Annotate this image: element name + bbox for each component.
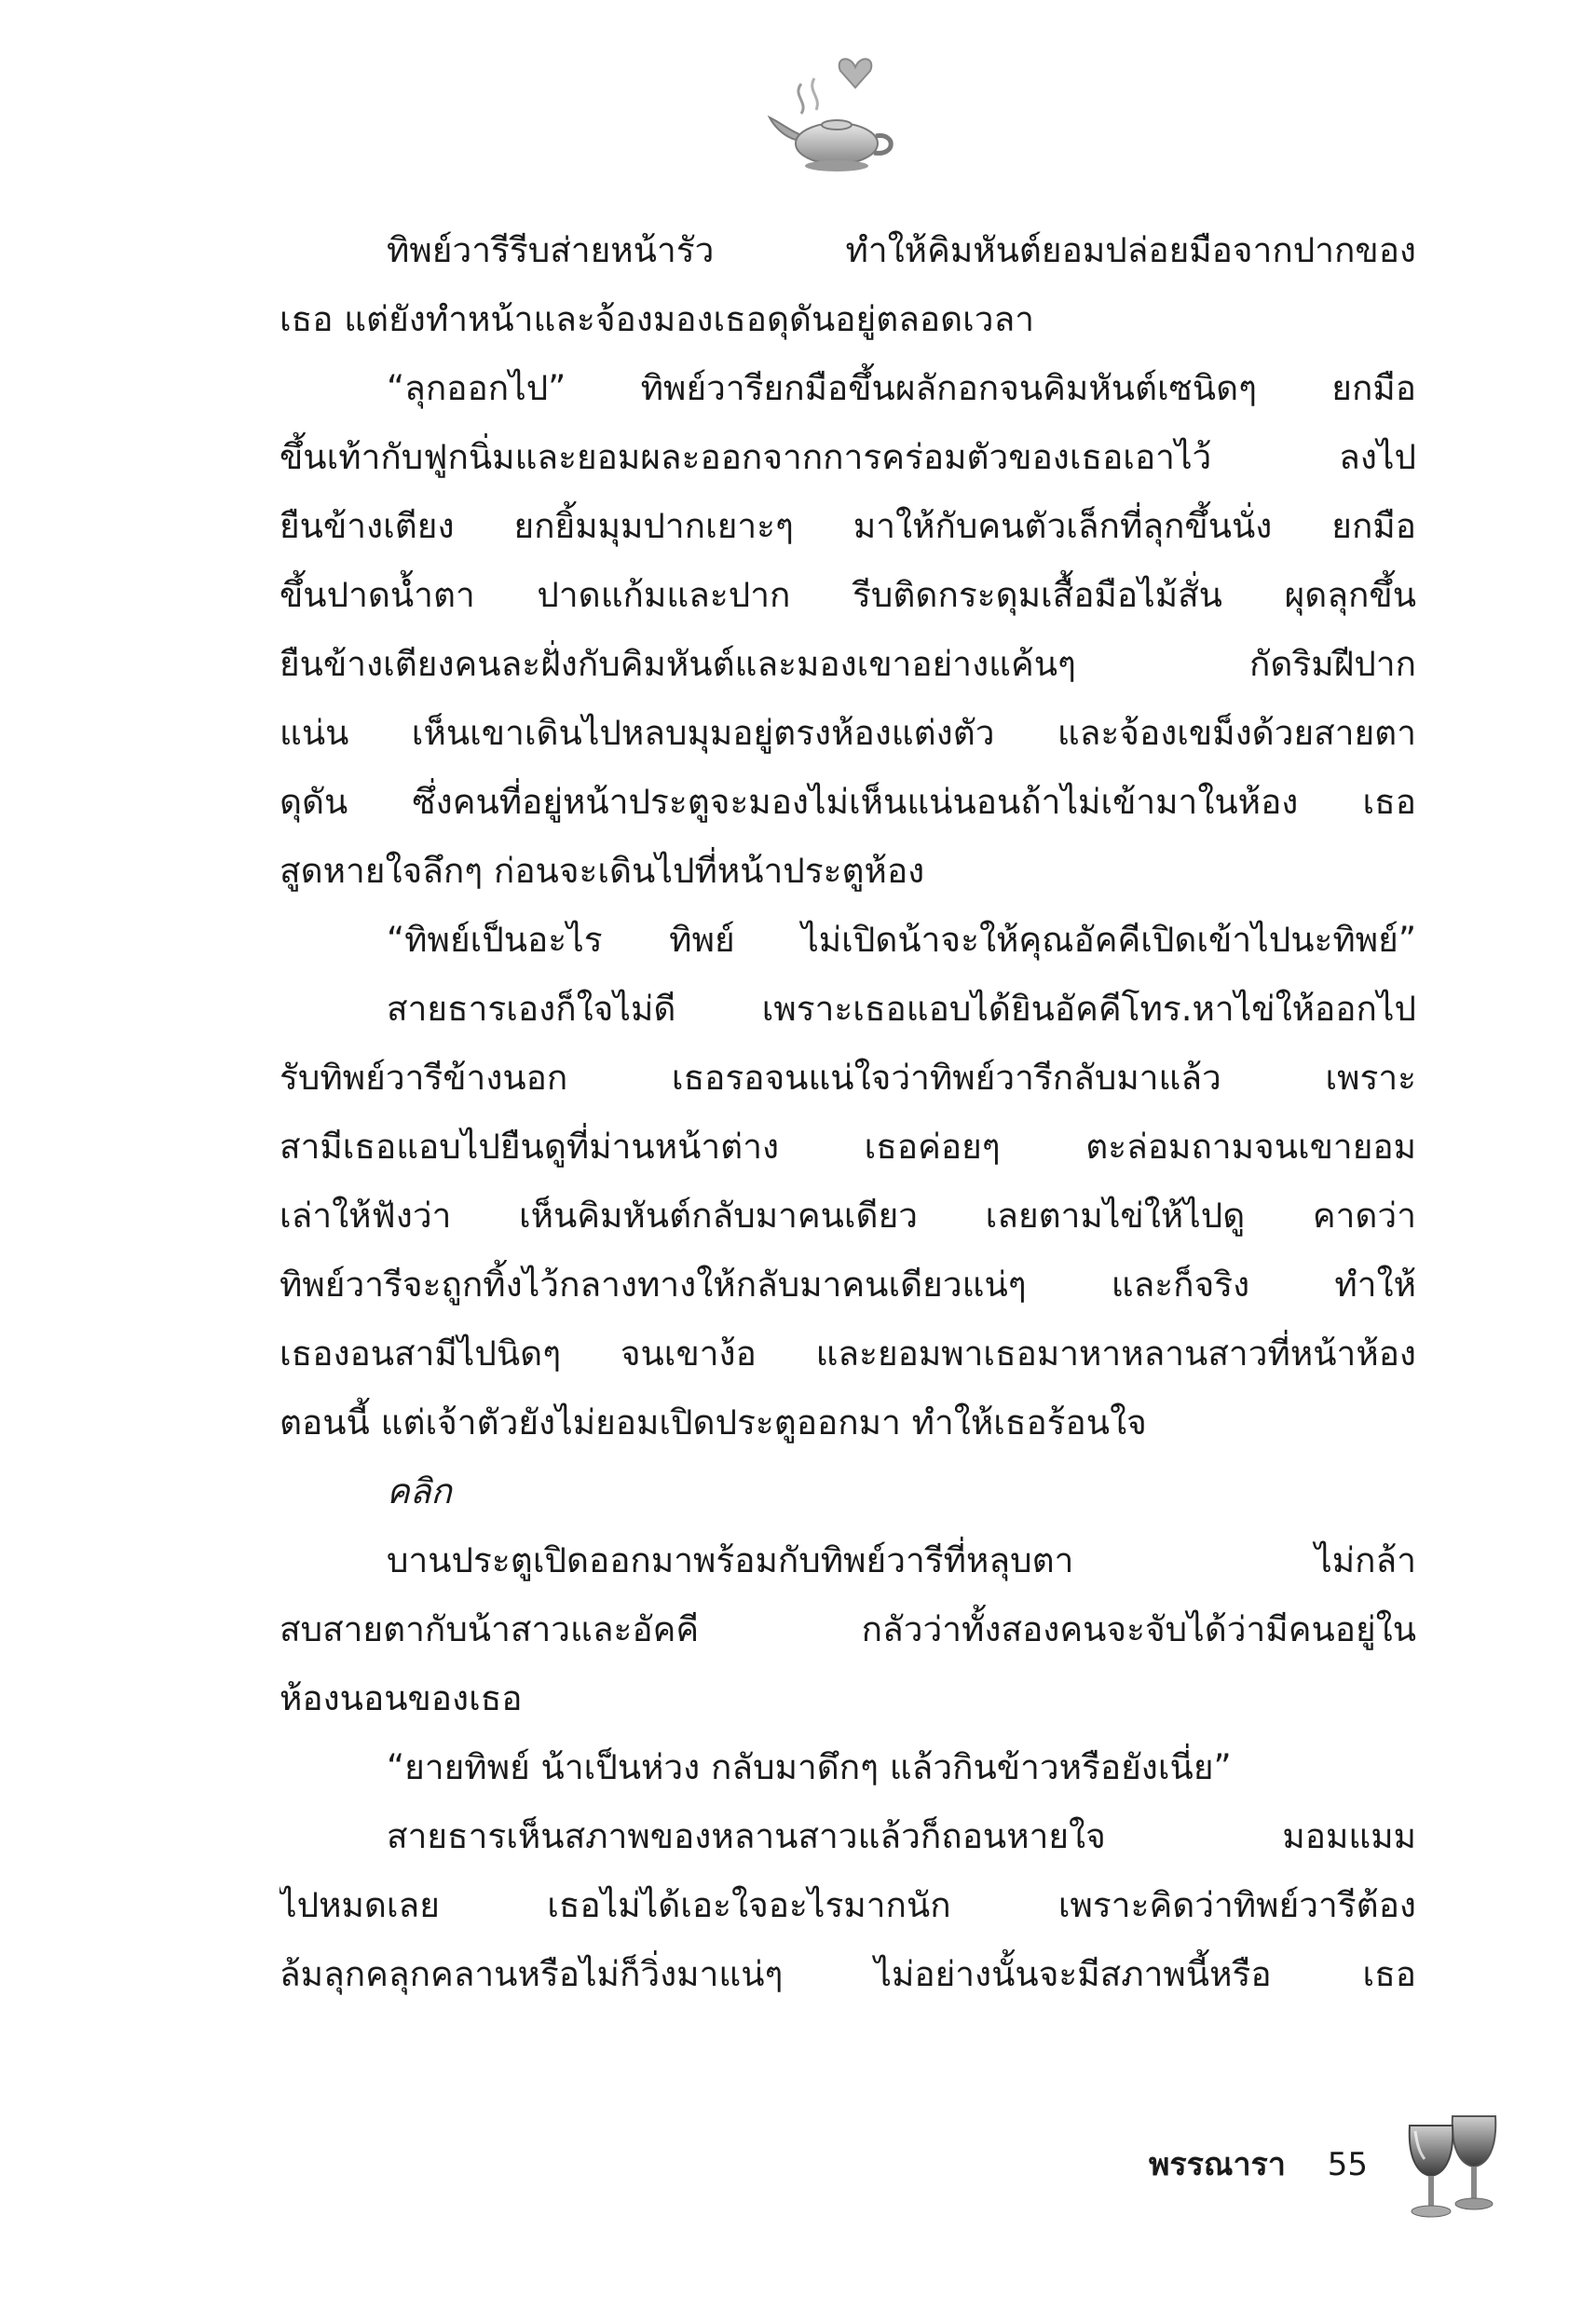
text-line: ไปหมดเลย เธอไม่ได้เอะใจอะไรมากนัก เพราะคิดว่าทิพย์วารีต้อง bbox=[280, 1885, 1416, 1925]
text-line: ล้มลุกคลุกคลานหรือไม่ก็วิ่งมาแน่ๆ ไม่อย่างนั้นจะมีสภาพนี้หรือ เธอ bbox=[280, 1954, 1416, 1994]
page-number: 55 bbox=[1327, 2146, 1368, 2183]
text-line: “ทิพย์เป็นอะไร ทิพย์ ไม่เปิดน้าจะให้คุณอัคคีเปิดเข้าไปนะทิพย์” bbox=[387, 920, 1416, 960]
text-line: ขึ้นปาดน้ำตา ปาดแก้มและปาก รีบติดกระดุมเสื้อมือไม้สั่น ผุดลุกขึ้น bbox=[280, 575, 1416, 615]
teapot-heart-icon bbox=[764, 47, 904, 177]
text-line: ทิพย์วารีจะถูกทิ้งไว้กลางทางให้กลับมาคนเดียวแน่ๆ และก็จริง ทำให้ bbox=[280, 1265, 1416, 1305]
text-line: ยืนข้างเตียง ยกยิ้มมุมปากเยาะๆ มาให้กับคนตัวเล็กที่ลุกขึ้นนั่ง ยกมือ bbox=[280, 506, 1416, 546]
book-title: พรรณารา bbox=[1148, 2146, 1286, 2183]
text-line: ตอนนี้ แต่เจ้าตัวยังไม่ยอมเปิดประตูออกมา ทำให้เธอร้อนใจ bbox=[280, 1402, 1147, 1443]
text-line: รับทิพย์วารีข้างนอก เธอรอจนแน่ใจว่าทิพย์วารีกลับมาแล้ว เพราะ bbox=[280, 1058, 1416, 1098]
text-line: ยืนข้างเตียงคนละฝั่งกับคิมหันต์และมองเขาอย่างแค้นๆ กัดริมฝีปาก bbox=[280, 644, 1416, 684]
text-line: ทิพย์วารีรีบส่ายหน้ารัว ทำให้คิมหันต์ยอมปล่อยมือจากปากของ bbox=[387, 230, 1416, 270]
text-line: บานประตูเปิดออกมาพร้อมกับทิพย์วารีที่หลุบตา ไม่กล้า bbox=[387, 1540, 1416, 1580]
text-line: สายธารเห็นสภาพของหลานสาวแล้วก็ถอนหายใจ มอมแมม bbox=[387, 1816, 1416, 1856]
text-line: ขึ้นเท้ากับฟูกนิ่มและยอมผละออกจากการคร่อมตัวของเธอเอาไว้ ลงไป bbox=[280, 437, 1416, 477]
page-footer bbox=[1149, 2141, 1368, 2188]
text-line: “ยายทิพย์ น้าเป็นห่วง กลับมาดึกๆ แล้วกินข้าวหรือยังเนี่ย” bbox=[387, 1747, 1232, 1787]
body-text bbox=[280, 216, 1416, 2009]
text-line: สามีเธอแอบไปยืนดูที่ม่านหน้าต่าง เธอค่อยๆ ตะล่อมถามจนเขายอม bbox=[280, 1127, 1416, 1167]
text-line: ห้องนอนของเธอ bbox=[280, 1678, 523, 1718]
text-line: สายธารเองก็ใจไม่ดี เพราะเธอแอบได้ยินอัคคีโทร.หาไข่ให้ออกไป bbox=[387, 989, 1416, 1029]
text-line: คลิก bbox=[387, 1471, 452, 1511]
text-line: ดุดัน ซึ่งคนที่อยู่หน้าประตูจะมองไม่เห็นแน่นอนถ้าไม่เข้ามาในห้อง เธอ bbox=[280, 782, 1416, 822]
text-line: แน่น เห็นเขาเดินไปหลบมุมอยู่ตรงห้องแต่งตัว และจ้องเขม็งด้วยสายตา bbox=[280, 713, 1416, 753]
text-line: เล่าให้ฟังว่า เห็นคิมหันต์กลับมาคนเดียว เลยตามไข่ให้ไปดู คาดว่า bbox=[280, 1196, 1416, 1236]
text-line: สบสายตากับน้าสาวและอัคคี กลัวว่าทั้งสองคนจะจับได้ว่ามีคนอยู่ใน bbox=[280, 1609, 1416, 1649]
text-line: “ลุกออกไป” ทิพย์วารียกมือขึ้นผลักอกจนคิมหันต์เซนิดๆ ยกมือ bbox=[387, 368, 1416, 408]
wine-glasses-icon bbox=[1402, 2111, 1505, 2222]
text-line: สูดหายใจลึกๆ ก่อนจะเดินไปที่หน้าประตูห้อง bbox=[280, 851, 925, 891]
text-line: เธองอนสามีไปนิดๆ จนเขาง้อ และยอมพาเธอมาหาหลานสาวที่หน้าห้อง bbox=[280, 1333, 1416, 1374]
text-line: เธอ แต่ยังทำหน้าและจ้องมองเธอดุดันอยู่ตลอดเวลา bbox=[280, 299, 1035, 339]
